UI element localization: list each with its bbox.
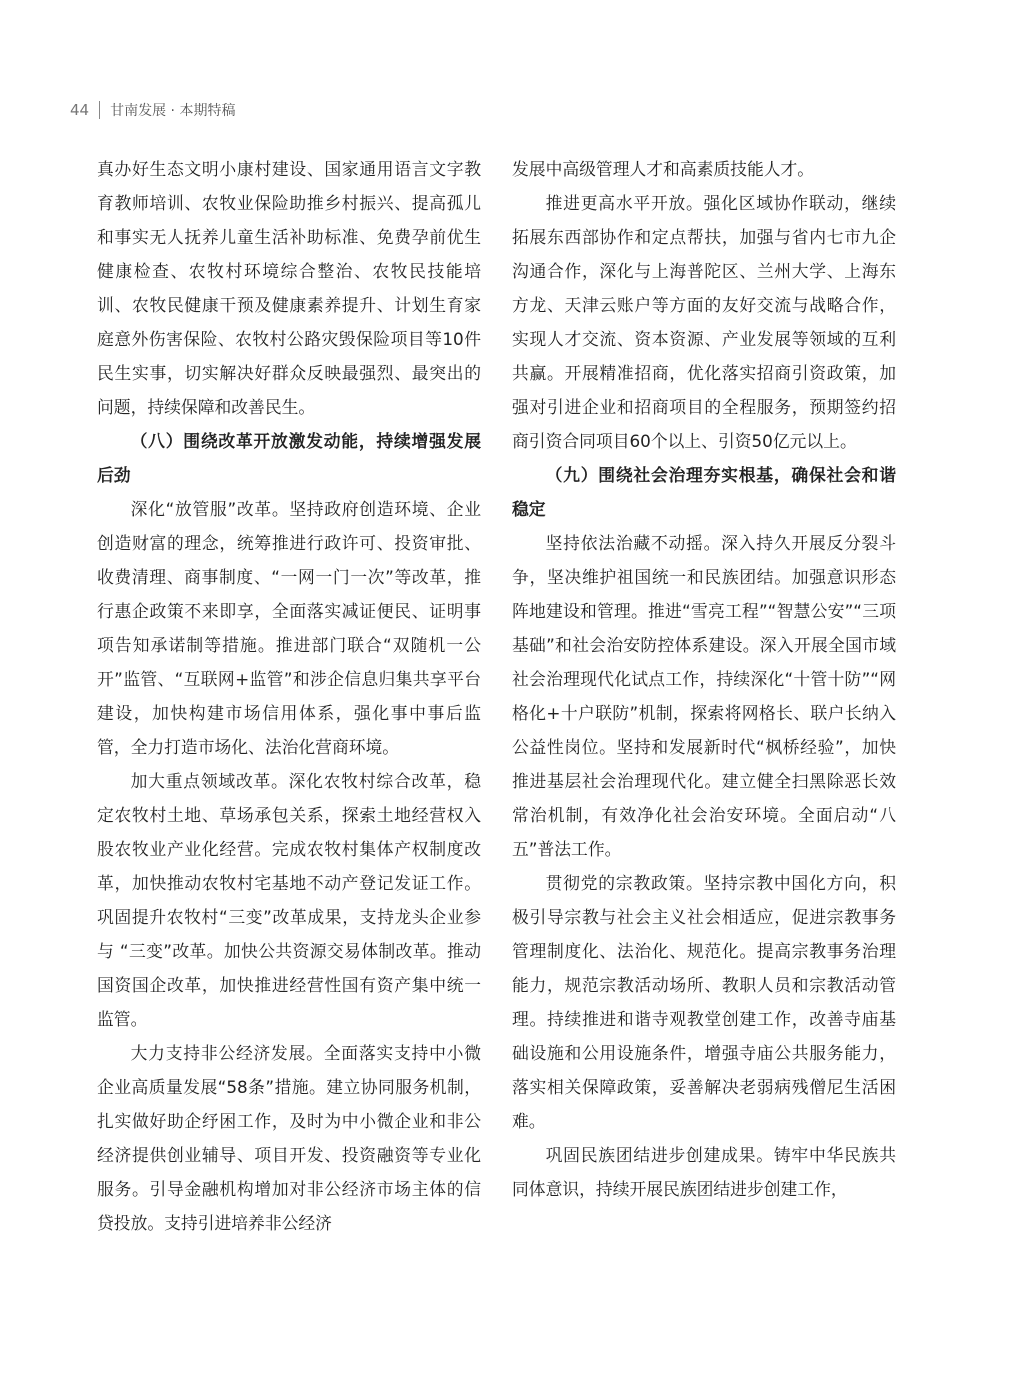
paragraph-body: 深入持久开展反分裂斗争，坚决维护祖国统一和民族团结。加强意识形态阵地建设和管理。推进“雪亮工程”“智慧公安”“三项基础”和社会治安防控体系建设。深入开展全国市域社会治理现代化试点工作，持续深化“十管十防”“网格化+十户联防”机制，探索将网格长、联户长纳入公益性岗位。坚持和发展新时代“枫桥经验”，加快推进基层社会治理现代化。建立健全扫黑除恶长效常治机制，有效净化社会治安环境。全面启动“八五”普法工作。 <box>512 533 896 859</box>
paragraph <box>97 1036 481 1240</box>
paragraph <box>512 866 896 1138</box>
paragraph-lead: 巩固民族团结进步创建成果。 <box>545 1145 774 1165</box>
paragraph: 真办好生态文明小康村建设、国家通用语言文字教育教师培训、农牧业保险助推乡村振兴、提高孤儿和事实无人抚养儿童生活补助标准、免费孕前优生健康检查、农牧村环境综合整治、农牧民技能培训、农牧民健康干预及健康素养提升、计划生育家庭意外伤害保险、农牧村公路灾毁保险项目等10件民生实事，切实解决好群众反映最强烈、最突出的问题，持续保障和改善民生。 <box>97 159 481 417</box>
page-number: 44 <box>70 101 90 119</box>
paragraph <box>512 186 896 458</box>
paragraph-body: 深化农牧村综合改革，稳定农牧村土地、草场承包关系，探索土地经营权入股农牧业产业化经营。完成农牧村集体产权制度改革，加快推动农牧村宅基地不动产登记发证工作。巩固提升农牧村“三变”改革成果，支持龙头企业参与 “三变”改革。加快公共资源交易体制改革。推动国资国企改革，加快推进经营性国有资产集中统一监管。 <box>97 771 481 1029</box>
paragraph: 发展中高级管理人才和高素质技能人才。 <box>512 159 815 179</box>
header-divider <box>99 101 100 119</box>
section-heading-9: （九）围绕社会治理夯实根基，确保社会和谐稳定 <box>512 465 896 519</box>
paragraph <box>512 526 896 866</box>
right-column <box>512 152 896 1206</box>
paragraph-body: 铸牢中华民族共同体意识，持续开展民族团结进步创建工作， <box>512 1145 896 1199</box>
paragraph-lead: 深化“放管服”改革。 <box>130 499 290 519</box>
paragraph-lead: 推进更高水平开放。 <box>545 193 704 213</box>
paragraph <box>97 492 481 764</box>
paragraph-body: 坚持政府创造环境、企业创造财富的理念，统筹推进行政许可、投资审批、收费清理、商事制度、“一网一门一次”等改革，推行惠企政策不来即享，全面落实减证便民、证明事项告知承诺制等措施。推进部门联合“双随机一公开”监管、“互联网+监管”和涉企信息归集共享平台建设，加快构建市场信用体系，强化事中事后监管，全力打造市场化、法治化营商环境。 <box>97 499 481 757</box>
paragraph-body: 坚持宗教中国化方向，积极引导宗教与社会主义社会相适应，促进宗教事务管理制度化、法治化、规范化。提高宗教事务治理能力，规范宗教活动场所、教职人员和宗教活动管理。持续推进和谐寺观教堂创建工作，改善寺庙基础设施和公用设施条件，增强寺庙公共服务能力，落实相关保障政策，妥善解决老弱病残僧尼生活困难。 <box>512 873 896 1131</box>
paragraph-body: 强化区域协作联动，继续拓展东西部协作和定点帮扶，加强与省内七市九企沟通合作，深化与上海普陀区、兰州大学、上海东方龙、天津云账户等方面的友好交流与战略合作，实现人才交流、资本资源、产业发展等领域的互利共赢。开展精准招商，优化落实招商引资政策，加强对引进企业和招商项目的全程服务，预期签约招商引资合同项目60个以上、引资50亿元以上。 <box>512 193 896 451</box>
paragraph-lead: 加大重点领域改革。 <box>130 771 289 791</box>
left-column <box>97 152 481 1240</box>
paragraph <box>512 1138 896 1206</box>
paragraph <box>97 764 481 1036</box>
paragraph-lead: 贯彻党的宗教政策。 <box>545 873 704 893</box>
section-heading-8: （八）围绕改革开放激发动能，持续增强发展后劲 <box>97 431 481 485</box>
paragraph-lead: 大力支持非公经济发展。 <box>130 1043 324 1063</box>
running-title: 甘南发展 · 本期特稿 <box>110 103 236 119</box>
paragraph-body: 全面落实支持中小微企业高质量发展“58条”措施。建立协同服务机制，扎实做好助企纾困工作，及时为中小微企业和非公经济提供创业辅导、项目开发、投资融资等专业化服务。引导金融机构增加对非公经济市场主体的信贷投放。支持引进培养非公经济 <box>97 1043 481 1233</box>
paragraph-lead: 坚持依法治藏不动摇。 <box>545 533 722 553</box>
page-header <box>70 100 235 120</box>
